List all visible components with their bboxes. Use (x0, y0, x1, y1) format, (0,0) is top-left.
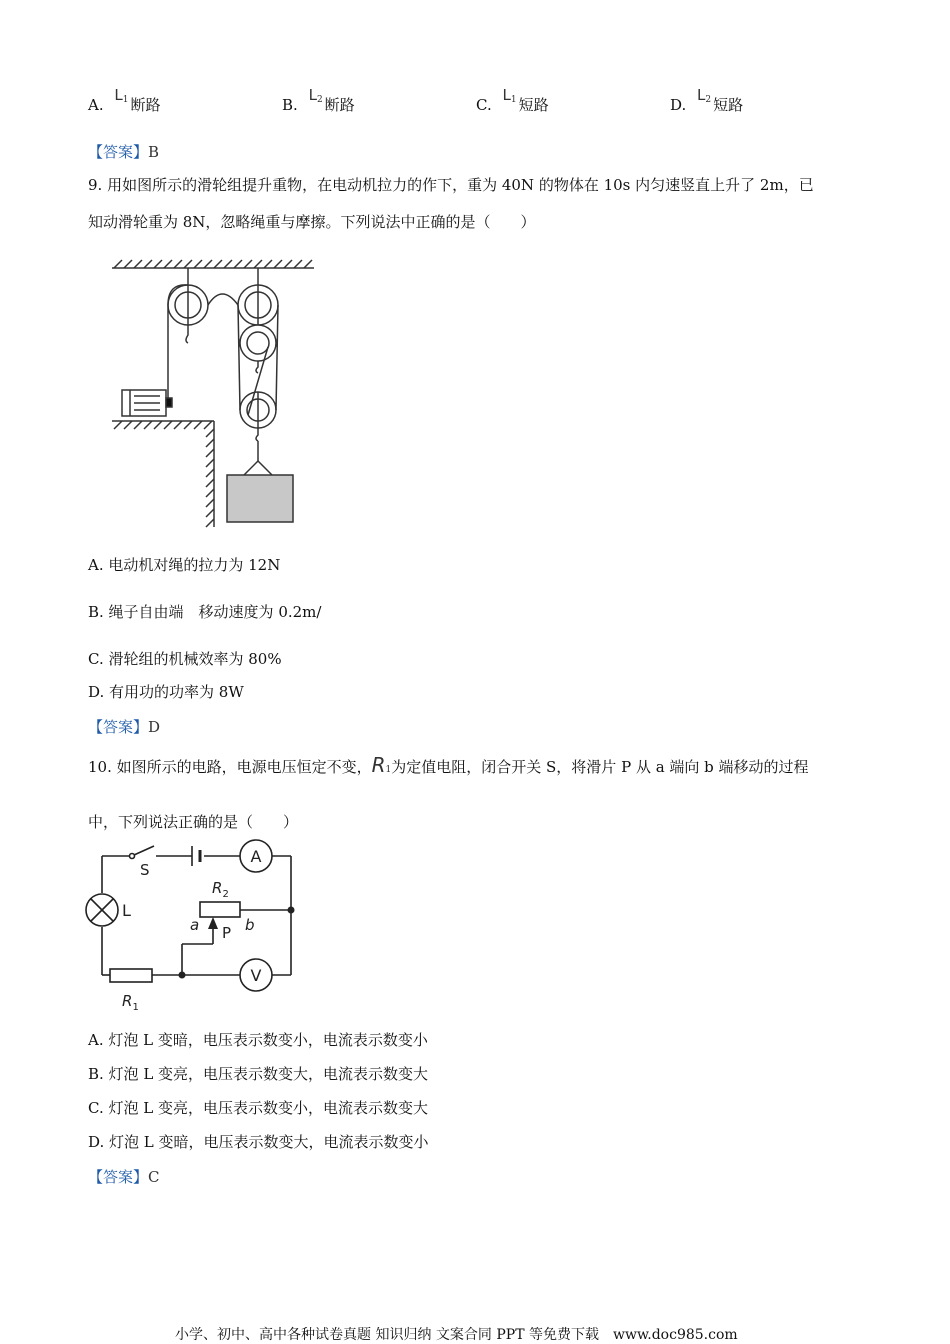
q9-stem-line1: 9. 用如图所示的滑轮组提升重物，在电动机拉力的作下，重为 40N 的物体在 10s 内匀速竖直上升了 2m，已 (88, 176, 814, 194)
q9-answer: 【答案】D (88, 718, 161, 736)
q8-option-c: C. L1 短路 (476, 86, 549, 114)
resistor-r1 (110, 969, 152, 982)
voltmeter (240, 959, 272, 991)
q9-choice-d: D. 有用功的功率为 8W (88, 683, 244, 701)
voltmeter-label: V (250, 966, 262, 985)
end-a-label: a (190, 916, 200, 934)
lamp-label: L (122, 901, 131, 920)
circuit-diagram (82, 838, 312, 1018)
junction-dot-bottom (179, 972, 186, 979)
junction-dot-right (288, 907, 295, 914)
slider-p-label: P (222, 924, 232, 942)
ammeter (240, 840, 272, 872)
rheostat-r2 (200, 902, 240, 917)
q10-choice-a: A. 灯泡 L 变暗，电压表示数变小，电流表示数变小 (88, 1031, 428, 1049)
q10-stem-line2: 中，下列说法正确的是（ ） (88, 813, 299, 831)
ledge-and-wall (112, 421, 214, 527)
q8-options (88, 84, 868, 116)
q10-choice-d: D. 灯泡 L 变暗，电压表示数变大，电流表示数变小 (88, 1133, 429, 1151)
q10-stem-line1: 10. 如图所示的电路，电源电压恒定不变，R1为定值电阻，闭合开关 S，将滑片 P 从 a 端向 b 端移动的过程 (88, 753, 809, 777)
q8-option-b: B. L2 断路 (282, 86, 355, 114)
fixed-pulley-left (168, 268, 208, 343)
switch-label: S (140, 861, 150, 879)
q9-choice-c: C. 滑轮组的机械效率为 80% (88, 650, 282, 668)
q10-answer: 【答案】C (88, 1168, 160, 1186)
q9-choice-b: B. 绳子自由端 移动速度为 0.2m/ (88, 603, 322, 621)
page-footer[interactable]: 小学、初中、高中各种试卷真题 知识归纳 文案合同 PPT 等免费下载 www.doc985.com (175, 1327, 738, 1343)
r2-label: $R_2$ (212, 879, 229, 900)
upper-pulley-lower-wheel (240, 325, 276, 373)
q10-choice-b: B. 灯泡 L 变亮，电压表示数变大，电流表示数变大 (88, 1065, 429, 1083)
end-b-label: b (245, 916, 255, 934)
q8-option-a: A. L1 断路 (88, 86, 161, 114)
q9-choice-a: A. 电动机对绳的拉力为 12N (88, 556, 281, 574)
pulley-system-diagram (82, 255, 322, 530)
q10-choice-c: C. 灯泡 L 变亮，电压表示数变小，电流表示数变大 (88, 1099, 428, 1117)
movable-pulley (240, 392, 276, 441)
r1-label: $R_1$ (122, 992, 139, 1013)
ammeter-label: A (250, 847, 262, 866)
weight-block (227, 441, 293, 522)
electric-motor (122, 390, 172, 416)
slider-arrow (208, 917, 218, 929)
lamp-l (86, 894, 118, 926)
ceiling (112, 260, 314, 268)
battery (192, 846, 200, 866)
q8-option-d: D. L2 短路 (670, 86, 744, 114)
fixed-pulley-right (238, 268, 278, 325)
q9-stem-line2: 知动滑轮重为 8N，忽略绳重与摩擦。下列说法中正确的是（ ） (88, 213, 536, 231)
switch-s (130, 846, 155, 859)
q8-answer: 【答案】B (88, 143, 160, 161)
